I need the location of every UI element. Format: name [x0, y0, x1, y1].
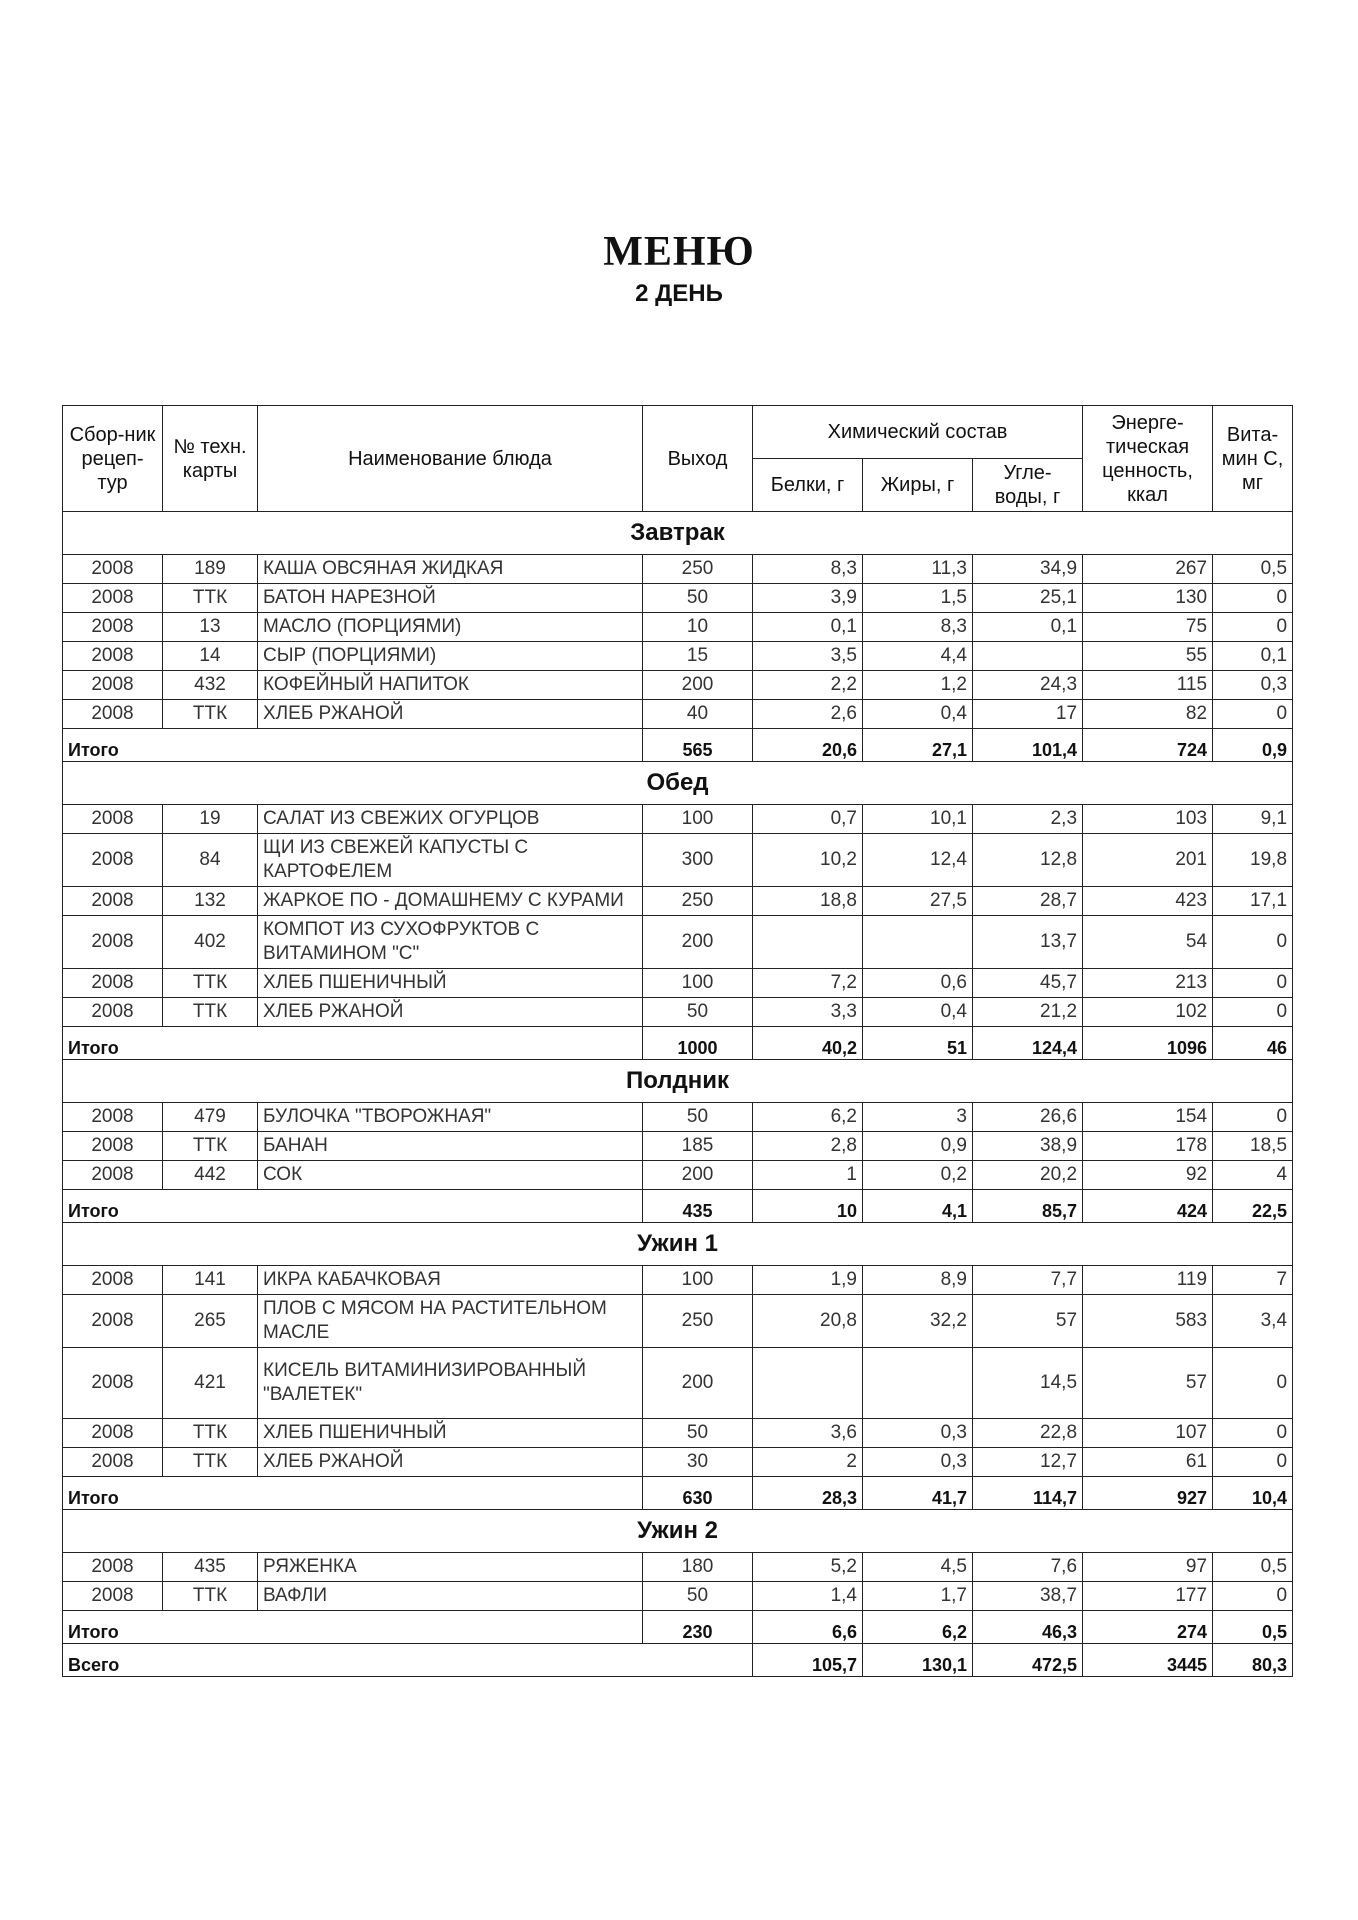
protein-cell: 2,8: [753, 1132, 863, 1161]
output-cell: 185: [643, 1132, 753, 1161]
vitamin-cell: 3,4: [1213, 1295, 1293, 1348]
collection-cell: 2008: [63, 1161, 163, 1190]
protein-cell: 0,1: [753, 613, 863, 642]
protein-cell: 2,6: [753, 700, 863, 729]
grand-total-row: [63, 1644, 1293, 1677]
dish-name-cell: ЩИ ИЗ СВЕЖЕЙ КАПУСТЫ С КАРТОФЕЛЕМ: [258, 834, 643, 887]
table-row: [63, 1348, 1293, 1419]
vitamin-cell: 7: [1213, 1266, 1293, 1295]
header-tech-card: № техн. карты: [163, 406, 258, 512]
total-row: [63, 1477, 1293, 1510]
tech-card-cell: 479: [163, 1103, 258, 1132]
output-cell: 200: [643, 671, 753, 700]
protein-cell: 3,9: [753, 584, 863, 613]
energy-cell: 154: [1083, 1103, 1213, 1132]
carbs-cell: 13,7: [973, 916, 1083, 969]
vitamin-cell: 0,5: [1213, 1553, 1293, 1582]
carbs-cell: 12,7: [973, 1448, 1083, 1477]
carbs-cell: 38,7: [973, 1582, 1083, 1611]
protein-cell: 3,6: [753, 1419, 863, 1448]
protein-cell: 1,4: [753, 1582, 863, 1611]
total-value: 0,9: [1213, 729, 1293, 762]
collection-cell: 2008: [63, 1553, 163, 1582]
table-row: [63, 1132, 1293, 1161]
fat-cell: 0,2: [863, 1161, 973, 1190]
energy-cell: 115: [1083, 671, 1213, 700]
grand-total-value: 130,1: [863, 1644, 973, 1677]
total-value: 630: [643, 1477, 753, 1510]
fat-cell: 4,5: [863, 1553, 973, 1582]
dish-name-cell: БАТОН НАРЕЗНОЙ: [258, 584, 643, 613]
table-row: [63, 1266, 1293, 1295]
energy-cell: 177: [1083, 1582, 1213, 1611]
fat-cell: 1,2: [863, 671, 973, 700]
table-row: [63, 1161, 1293, 1190]
table-row: [63, 584, 1293, 613]
table-row: [63, 834, 1293, 887]
vitamin-cell: 0,1: [1213, 642, 1293, 671]
dish-name-cell: КОФЕЙНЫЙ НАПИТОК: [258, 671, 643, 700]
grand-total-value: 80,3: [1213, 1644, 1293, 1677]
protein-cell: 1,9: [753, 1266, 863, 1295]
total-row: [63, 729, 1293, 762]
menu-body: [63, 512, 1293, 1677]
table-row: [63, 1553, 1293, 1582]
energy-cell: 583: [1083, 1295, 1213, 1348]
table-row: [63, 555, 1293, 584]
section-header-row: [63, 512, 1293, 555]
carbs-cell: 2,3: [973, 805, 1083, 834]
fat-cell: 1,5: [863, 584, 973, 613]
vitamin-cell: 0: [1213, 969, 1293, 998]
carbs-cell: 21,2: [973, 998, 1083, 1027]
carbs-cell: 24,3: [973, 671, 1083, 700]
tech-card-cell: ТТК: [163, 998, 258, 1027]
dish-name-cell: ХЛЕБ ПШЕНИЧНЫЙ: [258, 969, 643, 998]
table-row: [63, 1448, 1293, 1477]
vitamin-cell: 18,5: [1213, 1132, 1293, 1161]
tech-card-cell: ТТК: [163, 584, 258, 613]
total-value: 424: [1083, 1190, 1213, 1223]
tech-card-cell: 84: [163, 834, 258, 887]
dish-name-cell: МАСЛО (ПОРЦИЯМИ): [258, 613, 643, 642]
fat-cell: 0,3: [863, 1448, 973, 1477]
table-row: [63, 805, 1293, 834]
tech-card-cell: 19: [163, 805, 258, 834]
protein-cell: 20,8: [753, 1295, 863, 1348]
dish-name-cell: САЛАТ ИЗ СВЕЖИХ ОГУРЦОВ: [258, 805, 643, 834]
header-collection: Сбор-ник рецеп-тур: [63, 406, 163, 512]
table-row: [63, 916, 1293, 969]
dish-name-cell: БАНАН: [258, 1132, 643, 1161]
dish-name-cell: ИКРА КАБАЧКОВАЯ: [258, 1266, 643, 1295]
energy-cell: 54: [1083, 916, 1213, 969]
collection-cell: 2008: [63, 1582, 163, 1611]
header-protein: Белки, г: [753, 459, 863, 512]
energy-cell: 82: [1083, 700, 1213, 729]
fat-cell: 10,1: [863, 805, 973, 834]
carbs-cell: 45,7: [973, 969, 1083, 998]
carbs-cell: 20,2: [973, 1161, 1083, 1190]
collection-cell: 2008: [63, 613, 163, 642]
collection-cell: 2008: [63, 1295, 163, 1348]
grand-total-value: 105,7: [753, 1644, 863, 1677]
output-cell: 100: [643, 969, 753, 998]
carbs-cell: 7,6: [973, 1553, 1083, 1582]
tech-card-cell: 421: [163, 1348, 258, 1419]
energy-cell: 102: [1083, 998, 1213, 1027]
dish-name-cell: ЖАРКОЕ ПО - ДОМАШНЕМУ С КУРАМИ: [258, 887, 643, 916]
carbs-cell: 26,6: [973, 1103, 1083, 1132]
total-value: 230: [643, 1611, 753, 1644]
protein-cell: 1: [753, 1161, 863, 1190]
tech-card-cell: ТТК: [163, 1419, 258, 1448]
total-row: [63, 1611, 1293, 1644]
output-cell: 200: [643, 916, 753, 969]
vitamin-cell: 0,3: [1213, 671, 1293, 700]
section-header-row: [63, 762, 1293, 805]
collection-cell: 2008: [63, 671, 163, 700]
energy-cell: 61: [1083, 1448, 1213, 1477]
total-value: 6,6: [753, 1611, 863, 1644]
dish-name-cell: КИСЕЛЬ ВИТАМИНИЗИРОВАННЫЙ "ВАЛЕТЕК": [258, 1348, 643, 1419]
carbs-cell: 25,1: [973, 584, 1083, 613]
tech-card-cell: ТТК: [163, 969, 258, 998]
energy-cell: 75: [1083, 613, 1213, 642]
energy-cell: 57: [1083, 1348, 1213, 1419]
section-header-row: [63, 1510, 1293, 1553]
fat-cell: 3: [863, 1103, 973, 1132]
energy-cell: 119: [1083, 1266, 1213, 1295]
energy-cell: 103: [1083, 805, 1213, 834]
output-cell: 50: [643, 998, 753, 1027]
table-row: [63, 671, 1293, 700]
output-cell: 180: [643, 1553, 753, 1582]
dish-name-cell: КАША ОВСЯНАЯ ЖИДКАЯ: [258, 555, 643, 584]
vitamin-cell: 0: [1213, 998, 1293, 1027]
carbs-cell: 14,5: [973, 1348, 1083, 1419]
fat-cell: 11,3: [863, 555, 973, 584]
total-value: 927: [1083, 1477, 1213, 1510]
tech-card-cell: 432: [163, 671, 258, 700]
grand-total-value: 472,5: [973, 1644, 1083, 1677]
tech-card-cell: 141: [163, 1266, 258, 1295]
tech-card-cell: 13: [163, 613, 258, 642]
output-cell: 50: [643, 1419, 753, 1448]
energy-cell: 423: [1083, 887, 1213, 916]
protein-cell: 3,5: [753, 642, 863, 671]
total-value: 1000: [643, 1027, 753, 1060]
table-row: [63, 700, 1293, 729]
table-row: [63, 1295, 1293, 1348]
carbs-cell: 28,7: [973, 887, 1083, 916]
vitamin-cell: 17,1: [1213, 887, 1293, 916]
total-value: 41,7: [863, 1477, 973, 1510]
section-title: Завтрак: [63, 512, 1293, 555]
collection-cell: 2008: [63, 1103, 163, 1132]
dish-name-cell: ХЛЕБ РЖАНОЙ: [258, 700, 643, 729]
protein-cell: 2: [753, 1448, 863, 1477]
vitamin-cell: 0: [1213, 613, 1293, 642]
output-cell: 100: [643, 805, 753, 834]
fat-cell: 4,4: [863, 642, 973, 671]
energy-cell: 55: [1083, 642, 1213, 671]
total-value: 124,4: [973, 1027, 1083, 1060]
header-output: Выход: [643, 406, 753, 512]
total-value: 435: [643, 1190, 753, 1223]
collection-cell: 2008: [63, 555, 163, 584]
tech-card-cell: 435: [163, 1553, 258, 1582]
total-row: [63, 1027, 1293, 1060]
vitamin-cell: 0: [1213, 700, 1293, 729]
section-header-row: [63, 1223, 1293, 1266]
collection-cell: 2008: [63, 969, 163, 998]
carbs-cell: 0,1: [973, 613, 1083, 642]
dish-name-cell: ХЛЕБ ПШЕНИЧНЫЙ: [258, 1419, 643, 1448]
vitamin-cell: 4: [1213, 1161, 1293, 1190]
collection-cell: 2008: [63, 834, 163, 887]
output-cell: 50: [643, 584, 753, 613]
tech-card-cell: ТТК: [163, 1582, 258, 1611]
fat-cell: 8,9: [863, 1266, 973, 1295]
tech-card-cell: 189: [163, 555, 258, 584]
collection-cell: 2008: [63, 1348, 163, 1419]
fat-cell: 8,3: [863, 613, 973, 642]
protein-cell: 18,8: [753, 887, 863, 916]
fat-cell: 0,6: [863, 969, 973, 998]
output-cell: 250: [643, 887, 753, 916]
vitamin-cell: 0: [1213, 916, 1293, 969]
carbs-cell: 12,8: [973, 834, 1083, 887]
table-row: [63, 887, 1293, 916]
collection-cell: 2008: [63, 1419, 163, 1448]
header-carbs: Угле-воды, г: [973, 459, 1083, 512]
tech-card-cell: 132: [163, 887, 258, 916]
protein-cell: [753, 916, 863, 969]
table-row: [63, 969, 1293, 998]
output-cell: 250: [643, 555, 753, 584]
header-chemical-composition: Химический состав: [753, 406, 1083, 459]
fat-cell: 0,3: [863, 1419, 973, 1448]
table-row: [63, 1103, 1293, 1132]
total-label: Итого: [63, 729, 643, 762]
dish-name-cell: КОМПОТ ИЗ СУХОФРУКТОВ С ВИТАМИНОМ "С": [258, 916, 643, 969]
total-value: 724: [1083, 729, 1213, 762]
collection-cell: 2008: [63, 998, 163, 1027]
total-value: 28,3: [753, 1477, 863, 1510]
section-title: Обед: [63, 762, 1293, 805]
fat-cell: 1,7: [863, 1582, 973, 1611]
total-value: 20,6: [753, 729, 863, 762]
header-energy: Энерге-тическая ценность, ккал: [1083, 406, 1213, 512]
tech-card-cell: ТТК: [163, 1132, 258, 1161]
carbs-cell: 7,7: [973, 1266, 1083, 1295]
fat-cell: [863, 916, 973, 969]
energy-cell: 267: [1083, 555, 1213, 584]
carbs-cell: 38,9: [973, 1132, 1083, 1161]
table-row: [63, 998, 1293, 1027]
total-value: 101,4: [973, 729, 1083, 762]
total-value: 46: [1213, 1027, 1293, 1060]
energy-cell: 97: [1083, 1553, 1213, 1582]
collection-cell: 2008: [63, 916, 163, 969]
header-vitamin: Вита-мин С, мг: [1213, 406, 1293, 512]
fat-cell: 0,4: [863, 700, 973, 729]
output-cell: 40: [643, 700, 753, 729]
total-value: 40,2: [753, 1027, 863, 1060]
total-label: Итого: [63, 1611, 643, 1644]
section-header-row: [63, 1060, 1293, 1103]
carbs-cell: [973, 642, 1083, 671]
total-label: Итого: [63, 1027, 643, 1060]
carbs-cell: 22,8: [973, 1419, 1083, 1448]
table-row: [63, 1582, 1293, 1611]
vitamin-cell: 0: [1213, 1582, 1293, 1611]
tech-card-cell: 442: [163, 1161, 258, 1190]
dish-name-cell: ХЛЕБ РЖАНОЙ: [258, 1448, 643, 1477]
section-title: Ужин 1: [63, 1223, 1293, 1266]
protein-cell: 2,2: [753, 671, 863, 700]
section-title: Ужин 2: [63, 1510, 1293, 1553]
tech-card-cell: 14: [163, 642, 258, 671]
fat-cell: 32,2: [863, 1295, 973, 1348]
total-value: 46,3: [973, 1611, 1083, 1644]
energy-cell: 107: [1083, 1419, 1213, 1448]
output-cell: 30: [643, 1448, 753, 1477]
menu-table: [62, 405, 1293, 1677]
dish-name-cell: СОК: [258, 1161, 643, 1190]
total-value: 51: [863, 1027, 973, 1060]
dish-name-cell: ВАФЛИ: [258, 1582, 643, 1611]
output-cell: 200: [643, 1161, 753, 1190]
total-value: 274: [1083, 1611, 1213, 1644]
protein-cell: 7,2: [753, 969, 863, 998]
dish-name-cell: СЫР (ПОРЦИЯМИ): [258, 642, 643, 671]
energy-cell: 201: [1083, 834, 1213, 887]
collection-cell: 2008: [63, 805, 163, 834]
table-row: [63, 642, 1293, 671]
collection-cell: 2008: [63, 1266, 163, 1295]
total-value: 4,1: [863, 1190, 973, 1223]
tech-card-cell: 402: [163, 916, 258, 969]
protein-cell: 6,2: [753, 1103, 863, 1132]
output-cell: 250: [643, 1295, 753, 1348]
collection-cell: 2008: [63, 1448, 163, 1477]
output-cell: 300: [643, 834, 753, 887]
vitamin-cell: 19,8: [1213, 834, 1293, 887]
dish-name-cell: БУЛОЧКА "ТВОРОЖНАЯ": [258, 1103, 643, 1132]
table-row: [63, 1419, 1293, 1448]
tech-card-cell: ТТК: [163, 700, 258, 729]
page-title: МЕНЮ: [603, 229, 755, 275]
collection-cell: 2008: [63, 1132, 163, 1161]
tech-card-cell: 265: [163, 1295, 258, 1348]
total-value: 27,1: [863, 729, 973, 762]
collection-cell: 2008: [63, 584, 163, 613]
dish-name-cell: ПЛОВ С МЯСОМ НА РАСТИТЕЛЬНОМ МАСЛЕ: [258, 1295, 643, 1348]
total-label: Итого: [63, 1190, 643, 1223]
vitamin-cell: 0: [1213, 1419, 1293, 1448]
header-fat: Жиры, г: [863, 459, 973, 512]
output-cell: 10: [643, 613, 753, 642]
energy-cell: 92: [1083, 1161, 1213, 1190]
fat-cell: [863, 1348, 973, 1419]
total-label: Итого: [63, 1477, 643, 1510]
fat-cell: 0,4: [863, 998, 973, 1027]
protein-cell: 0,7: [753, 805, 863, 834]
section-title: Полдник: [63, 1060, 1293, 1103]
fat-cell: 0,9: [863, 1132, 973, 1161]
vitamin-cell: 0: [1213, 1448, 1293, 1477]
carbs-cell: 57: [973, 1295, 1083, 1348]
total-value: 22,5: [1213, 1190, 1293, 1223]
total-row: [63, 1190, 1293, 1223]
protein-cell: 5,2: [753, 1553, 863, 1582]
energy-cell: 178: [1083, 1132, 1213, 1161]
grand-total-value: 3445: [1083, 1644, 1213, 1677]
dish-name-cell: РЯЖЕНКА: [258, 1553, 643, 1582]
total-value: 10: [753, 1190, 863, 1223]
output-cell: 50: [643, 1103, 753, 1132]
tech-card-cell: ТТК: [163, 1448, 258, 1477]
output-cell: 15: [643, 642, 753, 671]
energy-cell: 130: [1083, 584, 1213, 613]
total-value: 114,7: [973, 1477, 1083, 1510]
collection-cell: 2008: [63, 887, 163, 916]
vitamin-cell: 9,1: [1213, 805, 1293, 834]
collection-cell: 2008: [63, 700, 163, 729]
fat-cell: 12,4: [863, 834, 973, 887]
total-value: 1096: [1083, 1027, 1213, 1060]
vitamin-cell: 0: [1213, 1103, 1293, 1132]
total-value: 6,2: [863, 1611, 973, 1644]
table-row: [63, 613, 1293, 642]
vitamin-cell: 0,5: [1213, 555, 1293, 584]
carbs-cell: 17: [973, 700, 1083, 729]
grand-total-label: Всего: [63, 1644, 753, 1677]
output-cell: 50: [643, 1582, 753, 1611]
protein-cell: 8,3: [753, 555, 863, 584]
output-cell: 200: [643, 1348, 753, 1419]
dish-name-cell: ХЛЕБ РЖАНОЙ: [258, 998, 643, 1027]
total-value: 0,5: [1213, 1611, 1293, 1644]
collection-cell: 2008: [63, 642, 163, 671]
vitamin-cell: 0: [1213, 1348, 1293, 1419]
protein-cell: [753, 1348, 863, 1419]
protein-cell: 10,2: [753, 834, 863, 887]
energy-cell: 213: [1083, 969, 1213, 998]
page-subtitle: 2 ДЕНЬ: [635, 280, 723, 307]
fat-cell: 27,5: [863, 887, 973, 916]
total-value: 85,7: [973, 1190, 1083, 1223]
header-dish-name: Наименование блюда: [258, 406, 643, 512]
carbs-cell: 34,9: [973, 555, 1083, 584]
output-cell: 100: [643, 1266, 753, 1295]
protein-cell: 3,3: [753, 998, 863, 1027]
vitamin-cell: 0: [1213, 584, 1293, 613]
total-value: 10,4: [1213, 1477, 1293, 1510]
total-value: 565: [643, 729, 753, 762]
